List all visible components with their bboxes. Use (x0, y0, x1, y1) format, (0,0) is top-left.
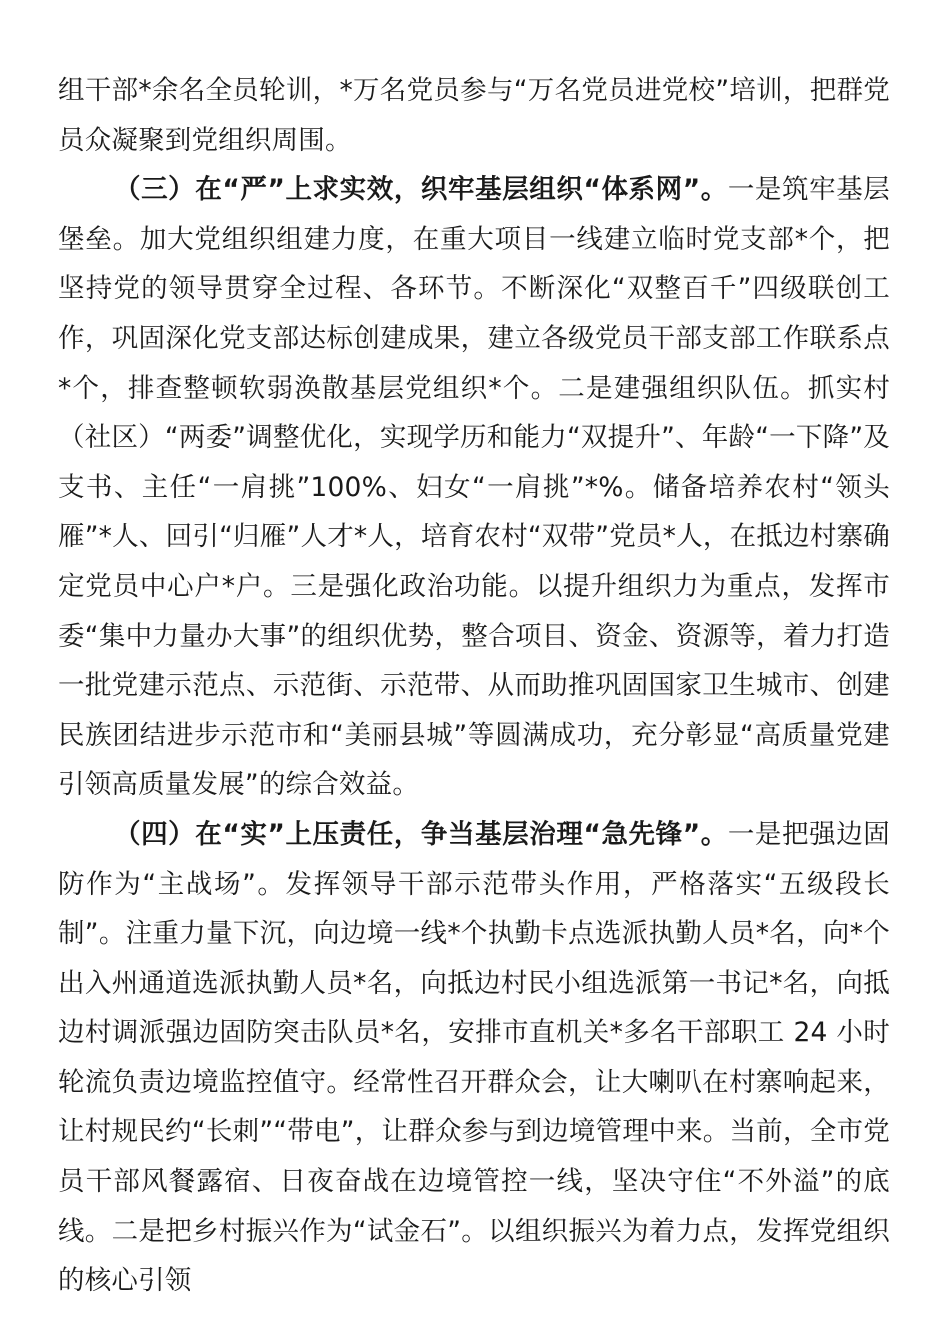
section-heading-four: （四）在“实”上压责任，争当基层治理“急先锋”。 (114, 818, 728, 850)
paragraph-text: 一是把强边固防作为“主战场”。发挥领导干部示范带头作用，严格落实“五级段长制”。注重力量下沉，向边境一线*个执勤卡点选派执勤人员*名，向*个出入州通道选派执勤人员*名，向抵边村民小组选派第一书记*名，向抵边村调派强边固防突击队员*名，安排市直机关*多名干部职工 24 小时轮流负责边境监控值守。经常性召开群众会，让大喇叭在村寨响起来，让村规民约“长刺”“带电”，让群众参与到边境管理中来。当前，全市党员干部风餐露宿、日夜奋战在边境管控一线，坚决守住“不外溢”的底线。二是把乡村振兴作为“试金石”。以组织振兴为着力点，发挥党组织的核心引领 (58, 818, 890, 1297)
paragraph-continued (58, 66, 890, 165)
document-page (58, 66, 890, 1306)
paragraph-section-four (58, 810, 890, 1306)
paragraph-section-three (58, 165, 890, 810)
section-heading-three: （三）在“严”上求实效，织牢基层组织“体系网”。 (114, 174, 728, 206)
paragraph-text: 组干部*余名全员轮训，*万名党员参与“万名党员进党校”培训，把群党员众凝聚到党组织周围。 (58, 75, 890, 156)
paragraph-text: 一是筑牢基层堡垒。加大党组织组建力度，在重大项目一线建立临时党支部*个，把坚持党的领导贯穿全过程、各环节。不断深化“双整百千”四级联创工作，巩固深化党支部达标创建成果，建立各级党员干部支部工作联系点*个，排查整顿软弱涣散基层党组织*个。二是建强组织队伍。抓实村（社区）“两委”调整优化，实现学历和能力“双提升”、年龄“一下降”及支书、主任“一肩挑”100%、妇女“一肩挑”*%。储备培养农村“领头雁”*人、回引“归雁”人才*人，培育农村“双带”党员*人，在抵边村寨确定党员中心户*户。三是强化政治功能。以提升组织力为重点，发挥市委“集中力量办大事”的组织优势，整合项目、资金、资源等，着力打造一批党建示范点、示范街、示范带、从而助推巩固国家卫生城市、创建民族团结进步示范市和“美丽县城”等圆满成功，充分彰显“高质量党建引领高质量发展”的综合效益。 (58, 174, 890, 801)
